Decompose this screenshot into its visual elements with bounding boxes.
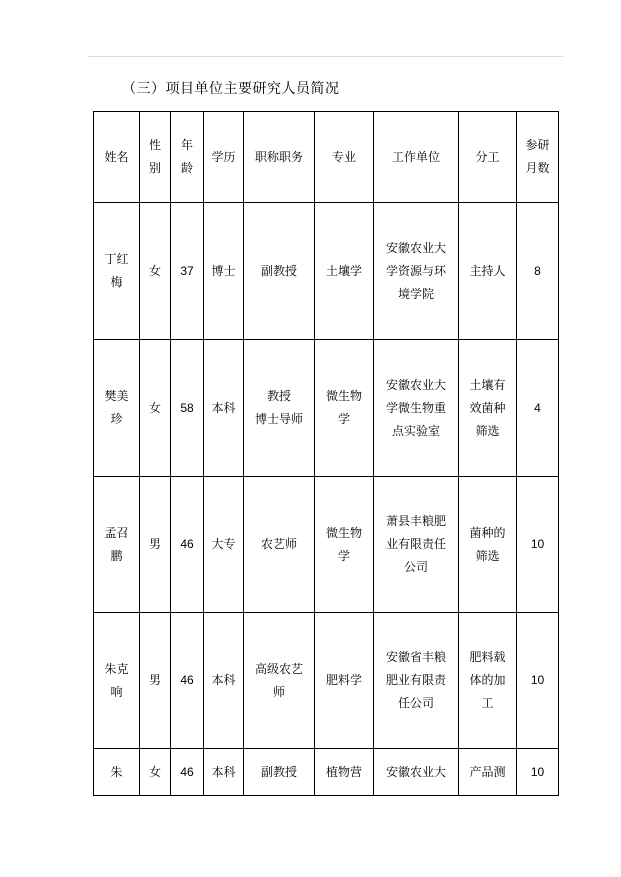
header-unit: 工作单位 xyxy=(374,112,459,203)
cell-role: 菌种的 筛选 xyxy=(459,477,517,613)
cell-unit: 安徽农业大 学微生物重 点实验室 xyxy=(374,340,459,477)
cell-name: 丁红 梅 xyxy=(94,203,140,340)
cell-major: 肥料学 xyxy=(315,613,374,749)
cell-gender: 男 xyxy=(140,477,171,613)
cell-months: 10 xyxy=(517,613,559,749)
cell-major: 微生物 学 xyxy=(315,340,374,477)
cell-name: 朱克 响 xyxy=(94,613,140,749)
cell-unit: 安徽农业大 学资源与环 境学院 xyxy=(374,203,459,340)
researcher-table xyxy=(93,111,559,796)
table-row xyxy=(94,340,559,477)
cell-major: 微生物 学 xyxy=(315,477,374,613)
cell-role: 土壤有 效菌种 筛选 xyxy=(459,340,517,477)
cell-unit: 安徽农业大 xyxy=(374,749,459,796)
table-header-row xyxy=(94,112,559,203)
cell-age: 37 xyxy=(171,203,204,340)
cell-title: 副教授 xyxy=(244,203,315,340)
section-title: （三）项目单位主要研究人员简况 xyxy=(122,81,340,97)
cell-gender: 女 xyxy=(140,749,171,796)
table-row xyxy=(94,203,559,340)
cell-unit: 萧县丰粮肥 业有限责任 公司 xyxy=(374,477,459,613)
cell-name: 孟召 鹏 xyxy=(94,477,140,613)
cell-education: 本科 xyxy=(204,749,244,796)
header-education: 学历 xyxy=(204,112,244,203)
cell-education: 本科 xyxy=(204,613,244,749)
header-months: 参研 月数 xyxy=(517,112,559,203)
cell-months: 10 xyxy=(517,477,559,613)
header-name: 姓名 xyxy=(94,112,140,203)
cell-unit: 安徽省丰粮 肥业有限责 任公司 xyxy=(374,613,459,749)
header-age: 年 龄 xyxy=(171,112,204,203)
cell-major: 植物营 xyxy=(315,749,374,796)
header-major: 专业 xyxy=(315,112,374,203)
cell-education: 本科 xyxy=(204,340,244,477)
cell-education: 博士 xyxy=(204,203,244,340)
cell-gender: 女 xyxy=(140,203,171,340)
table-row xyxy=(94,613,559,749)
cell-age: 46 xyxy=(171,749,204,796)
cell-title: 农艺师 xyxy=(244,477,315,613)
cell-months: 8 xyxy=(517,203,559,340)
cell-gender: 男 xyxy=(140,613,171,749)
cell-role: 主持人 xyxy=(459,203,517,340)
cell-gender: 女 xyxy=(140,340,171,477)
cell-name: 樊美 珍 xyxy=(94,340,140,477)
header-title: 职称职务 xyxy=(244,112,315,203)
cell-name: 朱 xyxy=(94,749,140,796)
cell-months: 10 xyxy=(517,749,559,796)
cell-title: 副教授 xyxy=(244,749,315,796)
header-role: 分工 xyxy=(459,112,517,203)
header-gender: 性 别 xyxy=(140,112,171,203)
page-header-rule xyxy=(88,56,563,57)
cell-role: 肥料载 体的加 工 xyxy=(459,613,517,749)
cell-education: 大专 xyxy=(204,477,244,613)
cell-major: 土壤学 xyxy=(315,203,374,340)
cell-title: 教授 博士导师 xyxy=(244,340,315,477)
cell-age: 58 xyxy=(171,340,204,477)
cell-title: 高级农艺 师 xyxy=(244,613,315,749)
table-row xyxy=(94,749,559,796)
cell-age: 46 xyxy=(171,477,204,613)
table-row xyxy=(94,477,559,613)
cell-age: 46 xyxy=(171,613,204,749)
cell-role: 产品测 xyxy=(459,749,517,796)
cell-months: 4 xyxy=(517,340,559,477)
